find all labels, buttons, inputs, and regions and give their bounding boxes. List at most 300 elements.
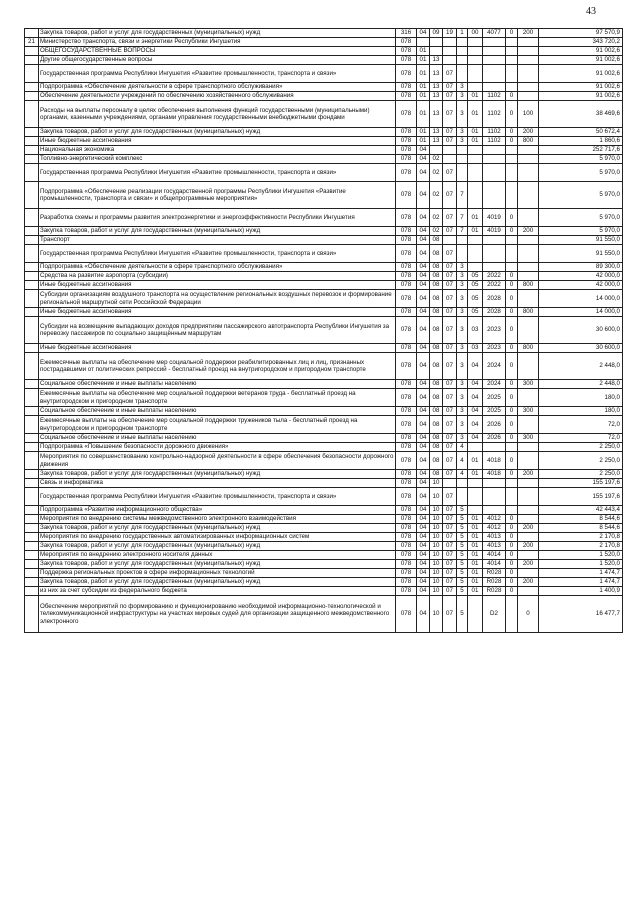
code-program-cell — [443, 56, 457, 65]
code-ministry-cell: 078 — [396, 353, 417, 380]
row-sum-cell: 72,0 — [539, 434, 623, 443]
row-sum-cell: 91 550,0 — [539, 245, 623, 263]
code-event-cell: 01 — [468, 533, 483, 542]
code-ministry-cell: 078 — [396, 506, 417, 515]
row-name-cell: Подпрограмма «Обеспечение реализации государственной программы Республики Ингушетия «Развитие промышленности, транспорта и связи» и общепрограммные мероприятия» — [39, 182, 396, 209]
code-subprogram-cell: 3 — [457, 353, 468, 380]
code-event-cell: 01 — [468, 128, 483, 137]
table-row — [25, 245, 623, 263]
row-number-cell — [25, 578, 39, 587]
code-subsection-cell: 08 — [430, 245, 443, 263]
row-name-cell: Закупка товаров, работ и услуг для государственных (муниципальных) нужд — [39, 542, 396, 551]
code-event-cell — [468, 146, 483, 155]
code-section-cell: 01 — [417, 56, 430, 65]
code-ministry-cell: 078 — [396, 596, 417, 633]
code-event-cell: 01 — [468, 524, 483, 533]
row-number-cell — [25, 533, 39, 542]
row-sum-cell: 1 400,9 — [539, 587, 623, 596]
row-sum-cell: 1 860,6 — [539, 137, 623, 146]
code-expense-type-cell — [518, 236, 539, 245]
code-program-cell: 07 — [443, 209, 457, 227]
code-ministry-cell: 078 — [396, 245, 417, 263]
code-program-cell: 07 — [443, 353, 457, 380]
code-ministry-cell: 078 — [396, 281, 417, 290]
code-fund-cell: 0 — [506, 344, 518, 353]
code-subsection-cell: 08 — [430, 236, 443, 245]
code-program-cell: 07 — [443, 407, 457, 416]
code-expense-type-cell: 300 — [518, 380, 539, 389]
code-fund-cell: 0 — [506, 533, 518, 542]
code-ministry-cell: 078 — [396, 92, 417, 101]
row-sum-cell: 91 550,0 — [539, 236, 623, 245]
table-row — [25, 515, 623, 524]
code-section-cell: 04 — [417, 488, 430, 506]
row-number-cell — [25, 65, 39, 83]
code-direction-cell: 4014 — [483, 551, 506, 560]
code-expense-type-cell — [518, 587, 539, 596]
row-sum-cell: 180,0 — [539, 407, 623, 416]
code-expense-type-cell: 300 — [518, 434, 539, 443]
table-row — [25, 479, 623, 488]
row-number-cell — [25, 281, 39, 290]
row-sum-cell: 5 970,0 — [539, 209, 623, 227]
code-expense-type-cell — [518, 389, 539, 407]
code-event-cell: 01 — [468, 452, 483, 470]
code-direction-cell — [483, 146, 506, 155]
code-fund-cell: 0 — [506, 281, 518, 290]
code-subprogram-cell: 3 — [457, 416, 468, 434]
row-name-cell: Подпрограмма «Обеспечение деятельности в сфере транспортного обслуживания» — [39, 263, 396, 272]
row-sum-cell: 91 002,6 — [539, 65, 623, 83]
code-subsection-cell: 08 — [430, 389, 443, 407]
row-name-cell: Социальное обеспечение и иные выплаты населению — [39, 407, 396, 416]
code-subsection-cell — [430, 146, 443, 155]
row-sum-cell: 1 520,0 — [539, 551, 623, 560]
code-subprogram-cell — [457, 479, 468, 488]
code-fund-cell: 0 — [506, 515, 518, 524]
code-subprogram-cell — [457, 47, 468, 56]
code-subsection-cell: 13 — [430, 92, 443, 101]
code-direction-cell: 2024 — [483, 380, 506, 389]
code-program-cell: 07 — [443, 470, 457, 479]
code-subprogram-cell: 3 — [457, 308, 468, 317]
code-fund-cell: 0 — [506, 101, 518, 128]
code-program-cell: 07 — [443, 578, 457, 587]
row-number-cell — [25, 155, 39, 164]
code-section-cell — [417, 38, 430, 47]
row-name-cell: Иные бюджетные ассигнования — [39, 344, 396, 353]
code-program-cell — [443, 38, 457, 47]
row-sum-cell: 2 250,0 — [539, 443, 623, 452]
code-fund-cell: 0 — [506, 380, 518, 389]
code-ministry-cell: 078 — [396, 146, 417, 155]
code-expense-type-cell — [518, 488, 539, 506]
code-direction-cell: D2 — [483, 596, 506, 633]
row-name-cell: Расходы на выплаты персоналу в целях обеспечения выполнения функций государственными (муниципальными) органами, казенными учреждениями, органами управления государственными внебюджетными фондами — [39, 101, 396, 128]
code-fund-cell: 0 — [506, 452, 518, 470]
row-number-cell — [25, 542, 39, 551]
code-expense-type-cell: 200 — [518, 470, 539, 479]
code-program-cell: 07 — [443, 182, 457, 209]
row-name-cell: Государственная программа Республики Ингушетия «Развитие промышленности, транспорта и связи» — [39, 65, 396, 83]
table-row — [25, 236, 623, 245]
row-number-cell — [25, 164, 39, 182]
row-name-cell: Подпрограмма «Повышение безопасности дорожного движения» — [39, 443, 396, 452]
row-sum-cell: 252 717,6 — [539, 146, 623, 155]
code-expense-type-cell — [518, 263, 539, 272]
code-subprogram-cell: 3 — [457, 101, 468, 128]
code-event-cell: 01 — [468, 560, 483, 569]
code-subsection-cell: 08 — [430, 290, 443, 308]
code-expense-type-cell: 200 — [518, 542, 539, 551]
code-section-cell: 04 — [417, 245, 430, 263]
table-row — [25, 182, 623, 209]
code-expense-type-cell — [518, 290, 539, 308]
row-name-cell: Связь и информатика — [39, 479, 396, 488]
code-fund-cell: 0 — [506, 128, 518, 137]
code-event-cell: 04 — [468, 407, 483, 416]
code-program-cell: 07 — [443, 317, 457, 344]
code-program-cell: 07 — [443, 290, 457, 308]
code-ministry-cell: 078 — [396, 533, 417, 542]
code-direction-cell: 2026 — [483, 416, 506, 434]
table-row — [25, 452, 623, 470]
table-row — [25, 272, 623, 281]
code-direction-cell: 4019 — [483, 209, 506, 227]
code-direction-cell: 2024 — [483, 353, 506, 380]
code-subsection-cell: 13 — [430, 56, 443, 65]
code-subprogram-cell: 5 — [457, 596, 468, 633]
code-event-cell — [468, 182, 483, 209]
code-program-cell: 07 — [443, 416, 457, 434]
code-expense-type-cell: 200 — [518, 227, 539, 236]
code-subprogram-cell: 4 — [457, 452, 468, 470]
row-name-cell: Субсидии на возмещение выпадающих доходов предприятиям пассажирского автотранспорта Республики Ингушетия за перевозку пассажиров по социально защищённым маршрутам — [39, 317, 396, 344]
row-name-cell: Социальное обеспечение и иные выплаты населению — [39, 380, 396, 389]
code-direction-cell: 1102 — [483, 92, 506, 101]
code-ministry-cell: 078 — [396, 137, 417, 146]
row-name-cell: Государственная программа Республики Ингушетия «Развитие промышленности, транспорта и связи» — [39, 164, 396, 182]
code-expense-type-cell — [518, 182, 539, 209]
row-sum-cell: 14 000,0 — [539, 308, 623, 317]
table-row — [25, 344, 623, 353]
code-direction-cell: R028 — [483, 587, 506, 596]
code-fund-cell — [506, 263, 518, 272]
code-ministry-cell: 078 — [396, 551, 417, 560]
table-row — [25, 380, 623, 389]
code-expense-type-cell — [518, 272, 539, 281]
row-sum-cell: 91 002,6 — [539, 83, 623, 92]
code-subsection-cell: 10 — [430, 587, 443, 596]
row-name-cell: ОБЩЕГОСУДАРСТВЕННЫЕ ВОПРОСЫ — [39, 47, 396, 56]
code-section-cell: 04 — [417, 479, 430, 488]
code-section-cell: 04 — [417, 551, 430, 560]
code-subprogram-cell — [457, 65, 468, 83]
row-name-cell: Социальное обеспечение и иные выплаты населению — [39, 434, 396, 443]
code-subprogram-cell: 3 — [457, 83, 468, 92]
code-fund-cell — [506, 155, 518, 164]
code-event-cell: 01 — [468, 542, 483, 551]
row-sum-cell: 2 170,8 — [539, 533, 623, 542]
code-fund-cell — [506, 488, 518, 506]
table-row — [25, 560, 623, 569]
row-number-cell — [25, 452, 39, 470]
code-subsection-cell: 08 — [430, 416, 443, 434]
code-direction-cell: 4013 — [483, 542, 506, 551]
code-ministry-cell: 078 — [396, 407, 417, 416]
table-row — [25, 407, 623, 416]
table-row — [25, 542, 623, 551]
table-row — [25, 101, 623, 128]
code-fund-cell — [506, 443, 518, 452]
code-direction-cell: 4018 — [483, 452, 506, 470]
row-number-cell — [25, 101, 39, 128]
code-section-cell: 04 — [417, 542, 430, 551]
code-expense-type-cell — [518, 416, 539, 434]
code-expense-type-cell — [518, 83, 539, 92]
code-subsection-cell: 02 — [430, 209, 443, 227]
code-expense-type-cell — [518, 56, 539, 65]
code-expense-type-cell: 100 — [518, 101, 539, 128]
row-sum-cell: 5 970,0 — [539, 164, 623, 182]
code-program-cell: 07 — [443, 389, 457, 407]
row-sum-cell: 5 970,0 — [539, 155, 623, 164]
code-direction-cell — [483, 38, 506, 47]
code-section-cell: 04 — [417, 407, 430, 416]
code-event-cell: 01 — [468, 515, 483, 524]
code-program-cell: 07 — [443, 551, 457, 560]
code-event-cell: 01 — [468, 209, 483, 227]
row-number-cell — [25, 29, 39, 38]
row-sum-cell: 42 000,0 — [539, 281, 623, 290]
row-number-cell — [25, 569, 39, 578]
code-ministry-cell: 078 — [396, 164, 417, 182]
code-event-cell — [468, 263, 483, 272]
code-section-cell: 04 — [417, 155, 430, 164]
table-row — [25, 587, 623, 596]
code-direction-cell: 1102 — [483, 101, 506, 128]
code-event-cell: 04 — [468, 416, 483, 434]
code-subprogram-cell: 3 — [457, 263, 468, 272]
code-event-cell: 03 — [468, 344, 483, 353]
code-subsection-cell: 08 — [430, 434, 443, 443]
code-ministry-cell: 078 — [396, 443, 417, 452]
code-event-cell — [468, 164, 483, 182]
code-subsection-cell: 13 — [430, 128, 443, 137]
code-ministry-cell: 078 — [396, 416, 417, 434]
code-subprogram-cell — [457, 164, 468, 182]
code-subsection-cell: 08 — [430, 317, 443, 344]
code-event-cell — [468, 38, 483, 47]
code-section-cell: 01 — [417, 92, 430, 101]
row-number-cell — [25, 182, 39, 209]
code-direction-cell: R028 — [483, 578, 506, 587]
code-expense-type-cell — [518, 452, 539, 470]
code-section-cell: 01 — [417, 101, 430, 128]
row-name-cell: Государственная программа Республики Ингушетия «Развитие промышленности, транспорта и связи» — [39, 488, 396, 506]
table-row — [25, 209, 623, 227]
code-direction-cell: 2028 — [483, 290, 506, 308]
code-subsection-cell: 13 — [430, 101, 443, 128]
code-section-cell: 04 — [417, 308, 430, 317]
table-row — [25, 164, 623, 182]
row-number-cell — [25, 479, 39, 488]
code-section-cell: 01 — [417, 128, 430, 137]
code-subprogram-cell: 3 — [457, 272, 468, 281]
code-direction-cell: 4019 — [483, 227, 506, 236]
code-ministry-cell: 078 — [396, 290, 417, 308]
code-fund-cell — [506, 506, 518, 515]
row-sum-cell: 2 448,0 — [539, 353, 623, 380]
row-name-cell: Средства на развитие аэропорта (субсидии) — [39, 272, 396, 281]
code-subprogram-cell: 3 — [457, 407, 468, 416]
code-direction-cell: 2025 — [483, 407, 506, 416]
code-subsection-cell: 02 — [430, 227, 443, 236]
code-expense-type-cell: 200 — [518, 560, 539, 569]
code-event-cell: 05 — [468, 308, 483, 317]
code-subsection-cell: 08 — [430, 380, 443, 389]
code-event-cell: 01 — [468, 470, 483, 479]
row-number-cell — [25, 407, 39, 416]
code-ministry-cell: 078 — [396, 236, 417, 245]
code-section-cell: 04 — [417, 569, 430, 578]
code-section-cell: 04 — [417, 29, 430, 38]
code-ministry-cell: 078 — [396, 47, 417, 56]
row-number-cell — [25, 524, 39, 533]
row-number-cell — [25, 272, 39, 281]
code-fund-cell: 0 — [506, 92, 518, 101]
code-direction-cell: 4012 — [483, 515, 506, 524]
code-program-cell — [443, 146, 457, 155]
row-number-cell — [25, 236, 39, 245]
row-sum-cell: 91 002,6 — [539, 56, 623, 65]
code-ministry-cell: 078 — [396, 272, 417, 281]
code-section-cell: 04 — [417, 470, 430, 479]
row-sum-cell: 2 250,0 — [539, 470, 623, 479]
code-fund-cell: 0 — [506, 209, 518, 227]
code-event-cell — [468, 443, 483, 452]
code-expense-type-cell: 200 — [518, 128, 539, 137]
code-program-cell: 07 — [443, 101, 457, 128]
code-expense-type-cell — [518, 92, 539, 101]
code-event-cell: 01 — [468, 569, 483, 578]
code-subsection-cell: 10 — [430, 479, 443, 488]
code-event-cell: 04 — [468, 380, 483, 389]
code-program-cell: 07 — [443, 587, 457, 596]
code-subprogram-cell: 1 — [457, 29, 468, 38]
row-name-cell: Обеспечение мероприятий по формированию и функционированию необходимой информационно-технологической и телекоммуникационной инфраструктуры на участках мировых судей для организации защищенного межведомственного электронного — [39, 596, 396, 633]
row-number-cell — [25, 263, 39, 272]
code-subprogram-cell: 3 — [457, 137, 468, 146]
code-section-cell: 04 — [417, 434, 430, 443]
code-subsection-cell: 10 — [430, 551, 443, 560]
code-expense-type-cell — [518, 38, 539, 47]
code-event-cell — [468, 47, 483, 56]
code-expense-type-cell — [518, 479, 539, 488]
row-name-cell: Министерство транспорта, связи и энергетики Республики Ингушетия — [39, 38, 396, 47]
code-subsection-cell: 08 — [430, 407, 443, 416]
code-ministry-cell: 078 — [396, 128, 417, 137]
row-name-cell: Разработка схемы и программы развития электроэнергетики и энергоэффективности Республики Ингушетия — [39, 209, 396, 227]
table-row — [25, 506, 623, 515]
table-row — [25, 29, 623, 38]
code-ministry-cell: 078 — [396, 38, 417, 47]
code-ministry-cell: 078 — [396, 65, 417, 83]
code-subprogram-cell: 5 — [457, 542, 468, 551]
row-name-cell: Поддержка региональных проектов в сфере информационных технологий — [39, 569, 396, 578]
code-ministry-cell: 078 — [396, 524, 417, 533]
code-expense-type-cell — [518, 245, 539, 263]
code-expense-type-cell: 800 — [518, 137, 539, 146]
row-sum-cell: 97 570,9 — [539, 29, 623, 38]
code-program-cell: 07 — [443, 344, 457, 353]
row-number-cell — [25, 209, 39, 227]
code-program-cell: 07 — [443, 128, 457, 137]
code-section-cell: 04 — [417, 209, 430, 227]
code-event-cell: 01 — [468, 551, 483, 560]
code-event-cell — [468, 596, 483, 633]
code-subsection-cell: 10 — [430, 533, 443, 542]
code-section-cell: 04 — [417, 236, 430, 245]
table-row — [25, 38, 623, 47]
code-fund-cell: 0 — [506, 569, 518, 578]
code-direction-cell — [483, 506, 506, 515]
row-sum-cell: 8 544,6 — [539, 524, 623, 533]
code-expense-type-cell — [518, 533, 539, 542]
code-subsection-cell: 08 — [430, 344, 443, 353]
code-subprogram-cell — [457, 155, 468, 164]
row-number-cell — [25, 137, 39, 146]
code-event-cell — [468, 236, 483, 245]
code-direction-cell: 4012 — [483, 524, 506, 533]
table-row — [25, 569, 623, 578]
code-expense-type-cell: 200 — [518, 524, 539, 533]
row-number-cell — [25, 83, 39, 92]
row-number-cell — [25, 308, 39, 317]
code-section-cell: 04 — [417, 452, 430, 470]
code-subsection-cell: 02 — [430, 182, 443, 209]
code-fund-cell — [506, 56, 518, 65]
code-expense-type-cell — [518, 209, 539, 227]
row-sum-cell: 42 000,0 — [539, 272, 623, 281]
code-event-cell — [468, 506, 483, 515]
row-sum-cell: 91 002,6 — [539, 47, 623, 56]
code-program-cell: 07 — [443, 137, 457, 146]
code-subsection-cell: 13 — [430, 137, 443, 146]
code-direction-cell — [483, 47, 506, 56]
code-section-cell: 04 — [417, 416, 430, 434]
code-subsection-cell: 10 — [430, 569, 443, 578]
code-program-cell: 07 — [443, 443, 457, 452]
code-fund-cell — [506, 236, 518, 245]
row-number-cell — [25, 551, 39, 560]
code-event-cell — [468, 56, 483, 65]
table-row — [25, 443, 623, 452]
code-expense-type-cell — [518, 353, 539, 380]
code-subprogram-cell: 3 — [457, 281, 468, 290]
row-number-cell — [25, 47, 39, 56]
code-subsection-cell: 02 — [430, 164, 443, 182]
table-row — [25, 353, 623, 380]
row-number-cell — [25, 56, 39, 65]
row-number-cell — [25, 587, 39, 596]
code-program-cell: 07 — [443, 524, 457, 533]
code-section-cell: 04 — [417, 596, 430, 633]
row-name-cell: Закупка товаров, работ и услуг для государственных (муниципальных) нужд — [39, 29, 396, 38]
code-section-cell: 01 — [417, 47, 430, 56]
code-direction-cell — [483, 155, 506, 164]
row-name-cell: Обеспечение деятельности учреждений по обеспечению хозяйственного обслуживания — [39, 92, 396, 101]
